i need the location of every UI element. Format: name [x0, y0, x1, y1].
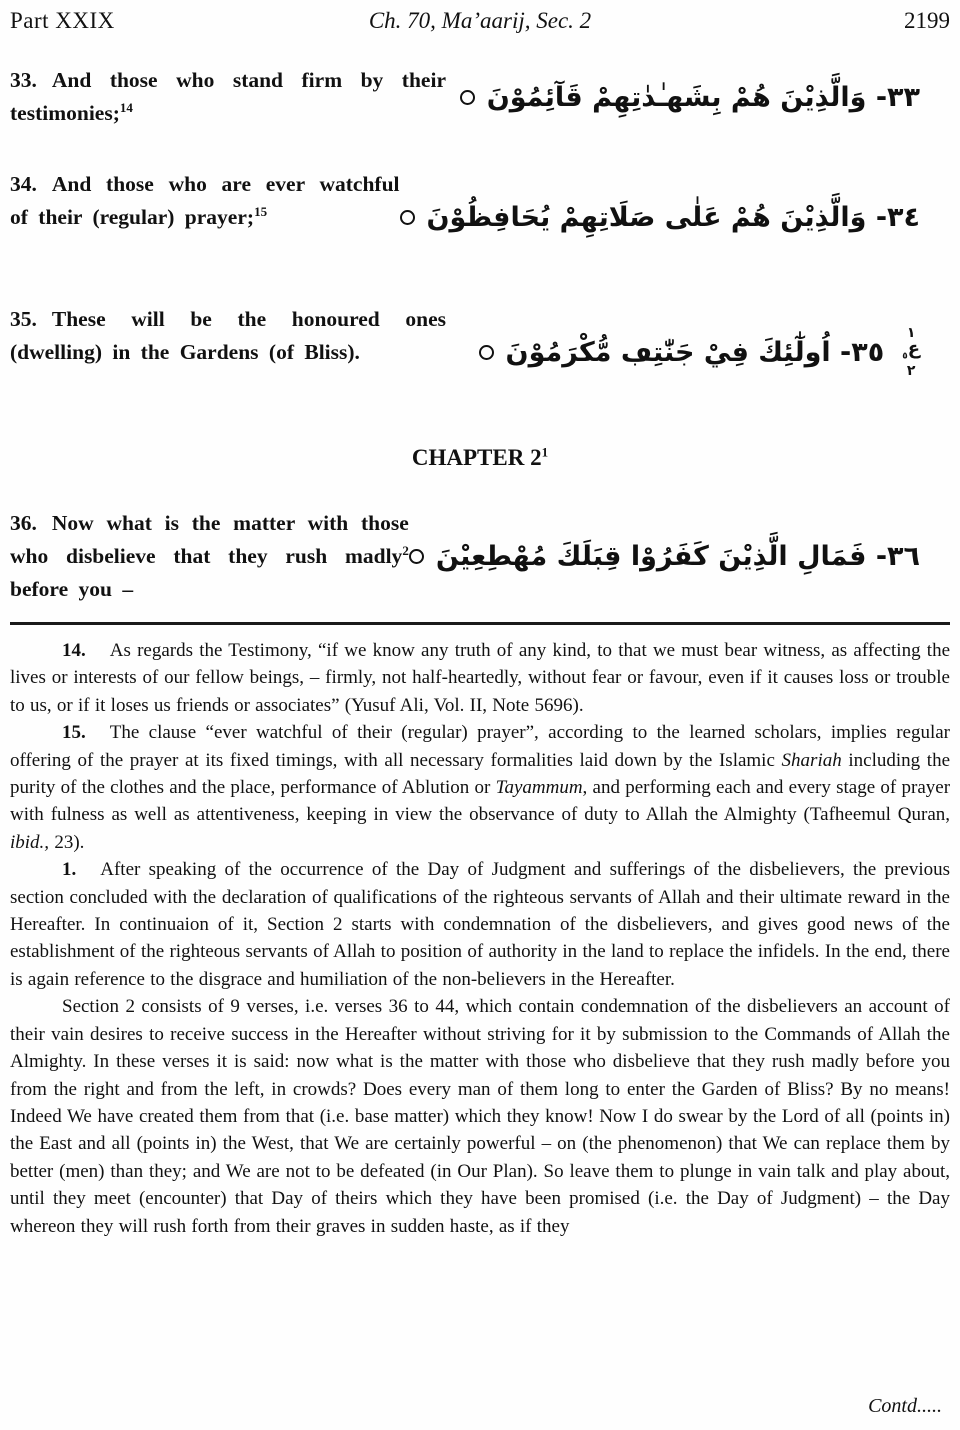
verse-row-36 — [10, 507, 950, 606]
running-title: Ch. 70, Ma’aarij, Sec. 2 — [368, 8, 592, 33]
verse-36-arabic — [409, 507, 950, 606]
footnote-1-continuation — [10, 993, 950, 1240]
verse-text: These will be the honoured ones (dwelling) in the Gardens (of Bliss). — [10, 307, 446, 364]
arabic-verse-text: ٣٤- وَالَّذِيْنَ هُمْ عَلٰى صَلَاتِهِمْ يُحَافِظُوْنَ — [426, 202, 920, 233]
verse-33-english — [10, 64, 446, 130]
footnote-italic-term: Shariah — [781, 749, 842, 771]
arabic-verse-text: ٣٣- وَالَّذِيْنَ هُمْ بِشَهـٰدٰتِهِمْ قَآئِمُوْنَ — [486, 81, 920, 113]
verse-row-33 — [10, 64, 950, 130]
verse-row-34 — [10, 168, 950, 267]
ayah-end-icon — [409, 549, 424, 564]
page-header — [10, 8, 950, 34]
footnote-number: 15. — [62, 722, 86, 744]
footnote-number: 14. — [62, 640, 86, 661]
verse-number: 34. — [10, 172, 37, 196]
page-number: 2199 — [904, 8, 950, 33]
ayah-end-icon — [460, 90, 475, 105]
verses-section — [10, 64, 950, 606]
arabic-verse-text: ٣٦- فَمَالِ الَّذِيْنَ كَفَرُوْا قِبَلَكَ مُهْطِعِيْنَ — [435, 541, 920, 572]
ruku-marker — [902, 326, 920, 380]
verse-text-tail: before you – — [10, 577, 134, 601]
verse-text: And those who stand firm by their testimonies; — [10, 68, 446, 125]
footnote-1 — [10, 856, 950, 993]
ruku-letter: ع$_٥$ — [902, 337, 920, 362]
verse-text: Now what is the matter with those who disbelieve that they rush madly — [10, 511, 409, 568]
footnote-text: Section 2 consists of 9 verses, i.e. verses 36 to 44, which contain condemnation of the disbelievers an account of their vain desires to receive success in the Hereafter without striving for it by submission to the Commands of Allah the Almighty. In these verses it is said: now what is the matter with those who disbelieve that they rush madly before you from the right and from the left, in crowds? Does every man of them long to enter the Garden of Bliss? By no means! Indeed We have created them from that (i.e. base matter) which they know! Now I do swear by the Lord of all (points in) the East and all (points in) the West, that We are certainly powerful – on (the phenomenon) that We can replace them by better (men) than they; and We are not to be defeated (in Our Plan). So leave them to plunge in vain talk and play about, until they meet (encounter) that Day of theirs which they have been promised (i.e. the Day of Judgment) – the Day whereon they will rush forth from their graves in sudden haste, as if they — [10, 996, 950, 1237]
footnote-text: , and performing each and every stage of prayer with fulness as well as attentiveness, keeping in view the observance of duty to Allah the Almighty (Tafheemul Quran, — [10, 777, 951, 826]
verse-number: 35. — [10, 307, 37, 331]
verse-number: 33. — [10, 68, 37, 92]
footnote-15 — [10, 719, 950, 856]
footnote-text: After speaking of the occurrence of the Day of Judgment and sufferings of the disbelievers, the previous section concluded with the declaration of qualifications of the righteous servants of Allah and their ultimate reward in the Hereafter. In continuaion of it, Section 2 starts with condemnation of the disbelievers, and gives good news of the establishment of the righteous servants of Allah to position of authority in the land to replace the infidels. In the end, there is again reference to the disgrace and humiliation of the non-believers in the Hereafter. — [10, 859, 950, 990]
verse-33-arabic — [446, 64, 950, 130]
footnotes-section — [10, 637, 950, 1240]
footnote-ref: 15 — [254, 203, 268, 219]
verse-34-arabic — [400, 168, 950, 267]
footnote-text: 23). — [49, 831, 85, 853]
chapter-heading-text: CHAPTER 2 — [411, 445, 542, 470]
ayah-end-icon — [479, 345, 494, 360]
chapter-footnote-ref: 1 — [541, 444, 549, 460]
footnote-ref: 14 — [119, 99, 133, 115]
verse-number: 36. — [10, 511, 37, 535]
ruku-top: ١ — [906, 324, 916, 341]
chapter-heading — [10, 444, 950, 471]
verse-text: And those who are ever watchful of their (regular) prayer; — [10, 172, 400, 229]
contd-label: Contd..... — [868, 1395, 942, 1417]
ayah-end-icon — [400, 210, 415, 225]
footnote-text: As regards the Testimony, “if we know any truth of any kind, to that we must bear witness, as affecting the lives or interests of our fellow beings, – firmly, not half-heartedly, without fear or favour, even if it causes loss or trouble to us, or if it loses us friends or associates” (Yusuf Ali, Vol. II, Note 5696). — [10, 640, 950, 716]
verse-35-english — [10, 303, 446, 402]
footnote-number: 1. — [62, 859, 77, 881]
verse-36-english — [10, 507, 409, 606]
footnote-ref: 2 — [402, 542, 409, 558]
footnote-italic-term: Tayammum — [495, 777, 583, 799]
footnote-italic-term: ibid., — [10, 831, 50, 853]
footnote-text: The clause “ever watchful of their (regular) prayer”, according to the learned scholars, implies regular offering of the prayer at its fixed timings, with all necessary formalities laid down by the Islamic — [10, 722, 950, 771]
part-label: Part XXIX — [10, 8, 115, 33]
verse-35-arabic — [446, 303, 950, 402]
ruku-bottom: ٢ — [906, 363, 916, 380]
verse-34-english — [10, 168, 400, 267]
arabic-verse-text: ٣٥- اُولٰٓئِكَ فِيْ جَنّٰتِڢ مُّكْرَمُوْنَ — [505, 337, 885, 368]
section-divider — [10, 622, 950, 625]
verse-row-35 — [10, 303, 950, 402]
footnote-text: including the purity of the clothes and the place, performance of Ablution or — [10, 749, 950, 799]
footnote-14 — [10, 637, 950, 719]
